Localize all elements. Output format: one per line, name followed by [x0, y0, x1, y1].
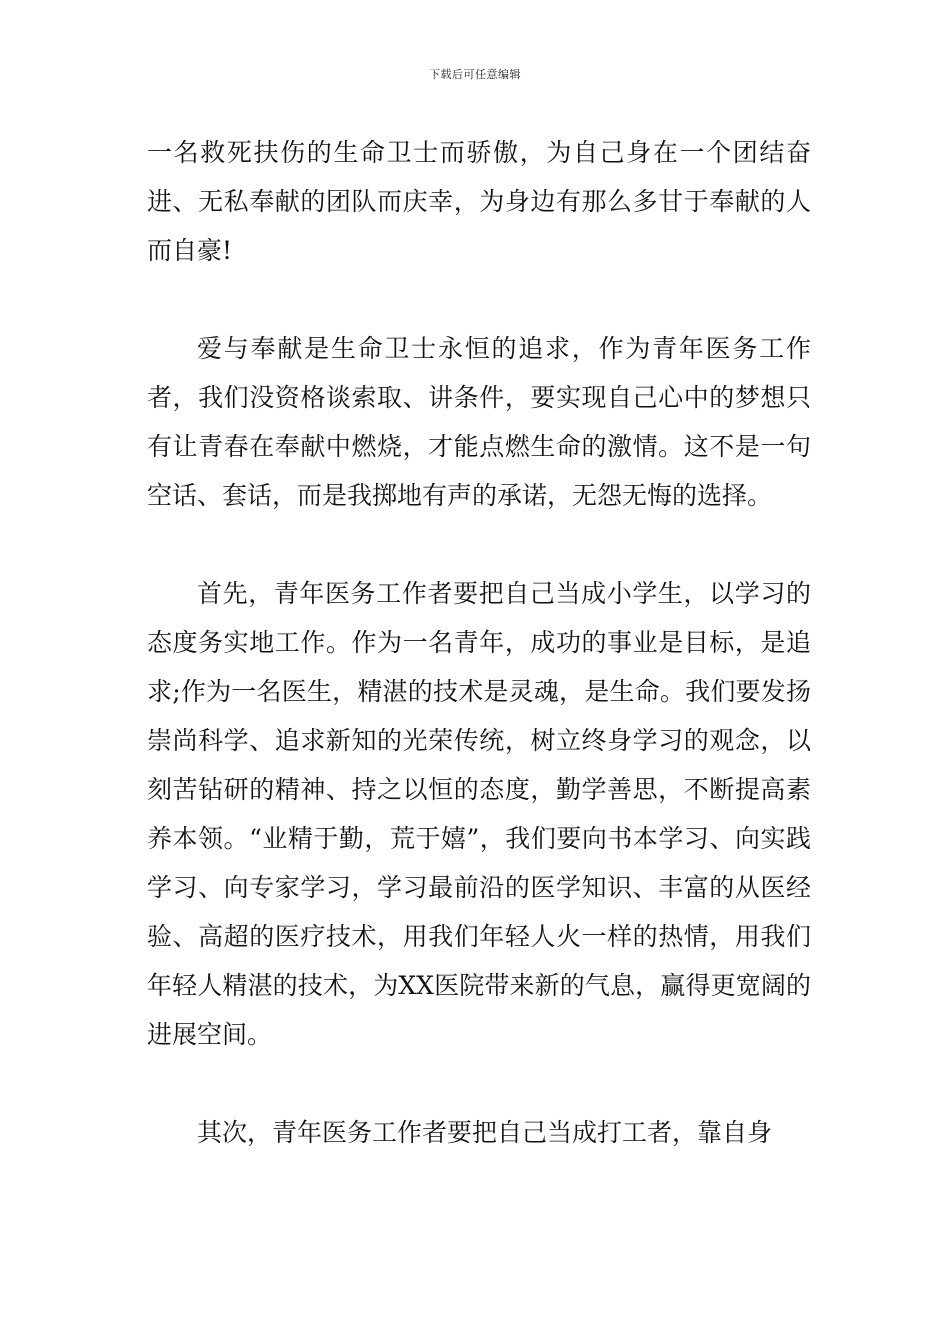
text-line: 进、无私奉献的团队而庆幸，为身边有那么多甘于奉献的: [147, 187, 786, 216]
page-header: 下载后可任意编辑: [429, 68, 521, 81]
text-line: 识、丰富的从医经验、高超的医疗技术，用我们年轻人火: [147, 873, 811, 951]
paragraph-spacer: [147, 1059, 811, 1108]
text-line: 一名救死扶伤的生命卫士而骄傲，为自己身在一个团结奋: [147, 138, 811, 167]
text-line: 的态度务实地工作。作为一名青年，成功的事业是目标，: [147, 579, 811, 657]
text-line: 一句空话、套话，而是我掷地有声的承诺，无怨无悔的选: [147, 432, 811, 510]
paragraph-spacer: [147, 275, 811, 324]
text-line: 只有让青春在奉献中燃烧，才能点燃生命的激情。这不是: [147, 383, 811, 461]
document-body: [147, 128, 811, 1157]
text-line: 者，我们没资格谈索取、讲条件，要实现自己心中的梦想: [147, 383, 786, 412]
text-line: 其次，青年医务工作者要把自己当成打工者，靠自身: [197, 1118, 773, 1147]
paragraph-4: [147, 1108, 811, 1157]
text-line: 爱与奉献是生命卫士永恒的追求，作为青年医务工作: [197, 334, 811, 363]
text-line: 观念，以刻苦钻研的精神、持之以恒的态度，勤学善思，: [147, 726, 811, 804]
text-line: 一样的热情，用我们年轻人精湛的技术，为XX医院带来新: [147, 922, 811, 1000]
text-line: 的气息，赢得更宽阔的进展空间。: [147, 971, 811, 1049]
text-line: 不断提高素养本领。“业精于勤，荒于嬉”，我们要向书: [147, 775, 811, 853]
text-line: 首先，青年医务工作者要把自己当成小学生，以学习: [197, 579, 786, 608]
paragraph-3: [147, 569, 811, 1059]
text-line: 要发扬崇尚科学、追求新知的光荣传统，树立终身学习的: [147, 677, 811, 755]
text-line: 本学习、向实践学习、向专家学习，学习最前沿的医学知: [147, 824, 811, 902]
text-line: 是追求;作为一名医生，精湛的技术是灵魂，是生命。我们: [147, 628, 811, 706]
paragraph-1: [147, 128, 811, 275]
paragraph-spacer: [147, 520, 811, 569]
text-line: 择。: [722, 481, 773, 510]
text-line: 人而自豪!: [147, 187, 811, 265]
paragraph-2: [147, 324, 811, 520]
